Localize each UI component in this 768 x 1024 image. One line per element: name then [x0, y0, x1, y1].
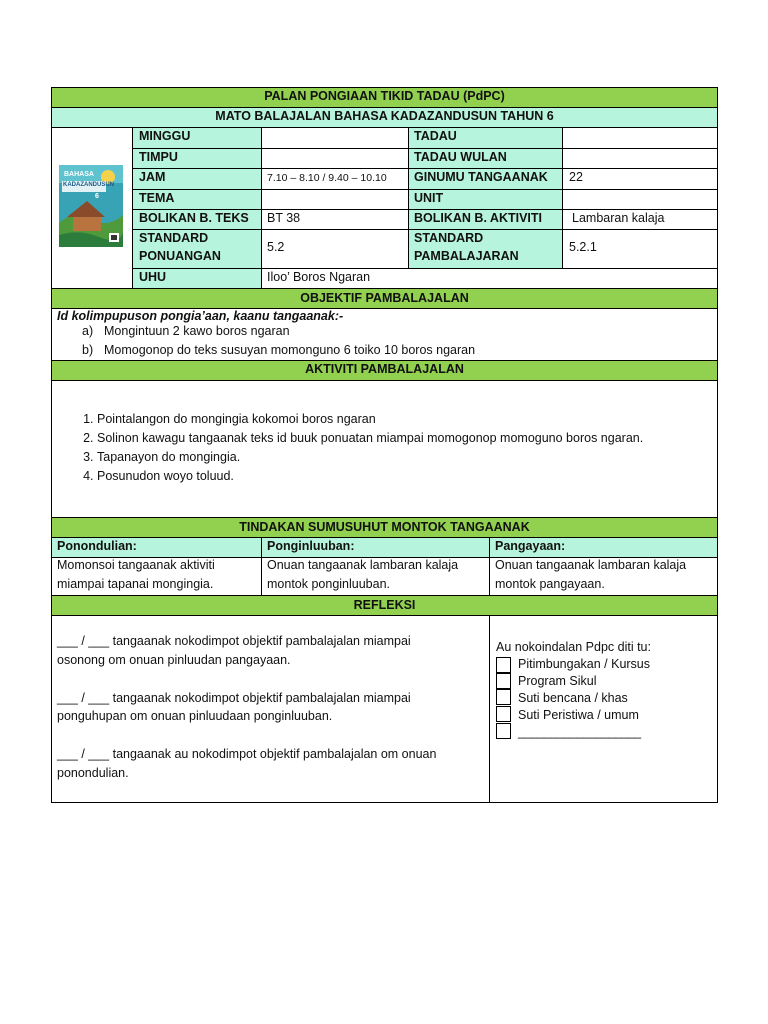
objektif-intro: Id kolimpupuson pongia’aan, kaanu tangaanak:- — [57, 309, 344, 323]
refleksi-3-line-2: ponondulian. — [57, 766, 129, 780]
cover-title-bottom: KADAZANDUSUN — [63, 182, 114, 188]
bolikan-aktiviti-value: Lambaran kalaja — [572, 211, 665, 225]
option-suti-bencana: Suti bencana / khas — [518, 691, 628, 705]
refleksi-2-line-2: ponguhupan om onuan pinluudaan ponginluuban. — [57, 709, 333, 723]
minggu-label: MINGGU — [139, 129, 191, 143]
document-title: PALAN PONGIAAN TIKID TADAU (PdPC) — [51, 87, 718, 107]
uhu-label: UHU — [139, 270, 167, 284]
ponondulian-line-2: miampai tapanai mongingia. — [57, 577, 214, 591]
refleksi-right-heading: Au nokoindalan Pdpc diti tu: — [496, 640, 651, 654]
checkbox-other[interactable] — [496, 723, 511, 739]
bolikan-teks-label: BOLIKAN B. TEKS — [139, 211, 249, 225]
tadau-wulan-label: TADAU WULAN — [414, 150, 507, 164]
textbook-cover-image — [59, 165, 123, 247]
standard-pambalajaran-label-1: STANDARD — [414, 231, 484, 245]
tindakan-heading: TINDAKAN SUMUSUHUT MONTOK TANGAANAK — [51, 517, 718, 537]
cover-year: 6 — [95, 193, 99, 200]
standard-pambalajaran-value: 5.2.1 — [569, 240, 597, 254]
ponginluuban-header: Ponginluuban: — [267, 539, 355, 553]
uhu-value: Iloo’ Boros Ngaran — [267, 270, 371, 284]
aktiviti-item: 3. Tapanayon do mongingia. — [97, 448, 718, 467]
pangayaan-line-2: montok pangayaan. — [495, 577, 605, 591]
cover-title-top: BAHASA — [64, 171, 94, 178]
aktiviti-item: 2. Solinon kawagu tangaanak teks id buuk ponuatan miampai momogonop momoguno boros ngaran. — [97, 429, 718, 448]
objektif-item-b-marker: b) — [82, 343, 94, 357]
checkbox-kursus[interactable] — [496, 657, 511, 673]
pangayaan-header: Pangayaan: — [495, 539, 566, 553]
ponginluuban-line-2: montok ponginluuban. — [267, 577, 391, 591]
refleksi-2-line-1: ___ / ___ tangaanak nokodimpot objektif pambalajalan miampai — [57, 691, 411, 705]
bolikan-teks-value: BT 38 — [267, 211, 301, 225]
refleksi-3-line-1: ___ / ___ tangaanak au nokodimpot objektif pambalajalan om onuan — [57, 747, 437, 761]
jam-label: JAM — [139, 170, 166, 184]
tadau-label: TADAU — [414, 129, 457, 143]
ponondulian-line-1: Momonsoi tangaanak aktiviti — [57, 558, 215, 572]
bolikan-aktiviti-label: BOLIKAN B. AKTIVITI — [414, 211, 543, 225]
timpu-label: TIMPU — [139, 150, 178, 164]
objektif-item-a: Mongintuun 2 kawo boros ngaran — [104, 324, 290, 338]
option-program-sikul: Program Sikul — [518, 674, 597, 688]
refleksi-heading: REFLEKSI — [51, 595, 718, 615]
tema-label: TEMA — [139, 191, 175, 205]
checkbox-program-sikul[interactable] — [496, 673, 511, 689]
refleksi-1-line-1: ___ / ___ tangaanak nokodimpot objektif pambalajalan miampai — [57, 634, 411, 648]
checkbox-suti-peristiwa[interactable] — [496, 706, 511, 722]
standard-ponuangan-label-2: PONUANGAN — [139, 249, 221, 263]
option-other-blank: ___________________ — [518, 725, 641, 739]
ginumu-label: GINUMU TANGAANAK — [414, 170, 548, 184]
aktiviti-list — [51, 410, 718, 486]
checkbox-suti-bencana[interactable] — [496, 689, 511, 705]
refleksi-1-line-2: osonong om onuan pinluudan pangayaan. — [57, 653, 291, 667]
standard-ponuangan-value: 5.2 — [267, 240, 285, 254]
aktiviti-item: 4. Posunudon woyo toluud. — [97, 467, 718, 486]
ponginluuban-line-1: Onuan tangaanak lambaran kalaja — [267, 558, 459, 572]
jam-value: 7.10 – 8.10 / 9.40 – 10.10 — [267, 172, 387, 184]
option-kursus: Pitimbungakan / Kursus — [518, 657, 651, 671]
lesson-plan-document — [51, 87, 718, 803]
document-subtitle: MATO BALAJALAN BAHASA KADAZANDUSUN TAHUN 6 — [51, 107, 718, 127]
pangayaan-line-1: Onuan tangaanak lambaran kalaja — [495, 558, 687, 572]
objektif-heading: OBJEKTIF PAMBALAJALAN — [51, 288, 718, 308]
ponondulian-header: Ponondulian: — [57, 539, 137, 553]
objektif-item-b: Momogonop do teks susuyan momonguno 6 toiko 10 boros ngaran — [104, 343, 476, 357]
objektif-item-a-marker: a) — [82, 324, 94, 338]
standard-pambalajaran-label-2: PAMBALAJARAN — [414, 249, 519, 263]
unit-label: UNIT — [414, 191, 444, 205]
aktiviti-heading: AKTIVITI PAMBALAJALAN — [51, 360, 718, 380]
standard-ponuangan-label-1: STANDARD — [139, 231, 209, 245]
aktiviti-item: 1. Pointalangon do mongingia kokomoi boros ngaran — [97, 410, 718, 429]
ginumu-value: 22 — [569, 170, 583, 184]
option-suti-peristiwa: Suti Peristiwa / umum — [518, 708, 639, 722]
